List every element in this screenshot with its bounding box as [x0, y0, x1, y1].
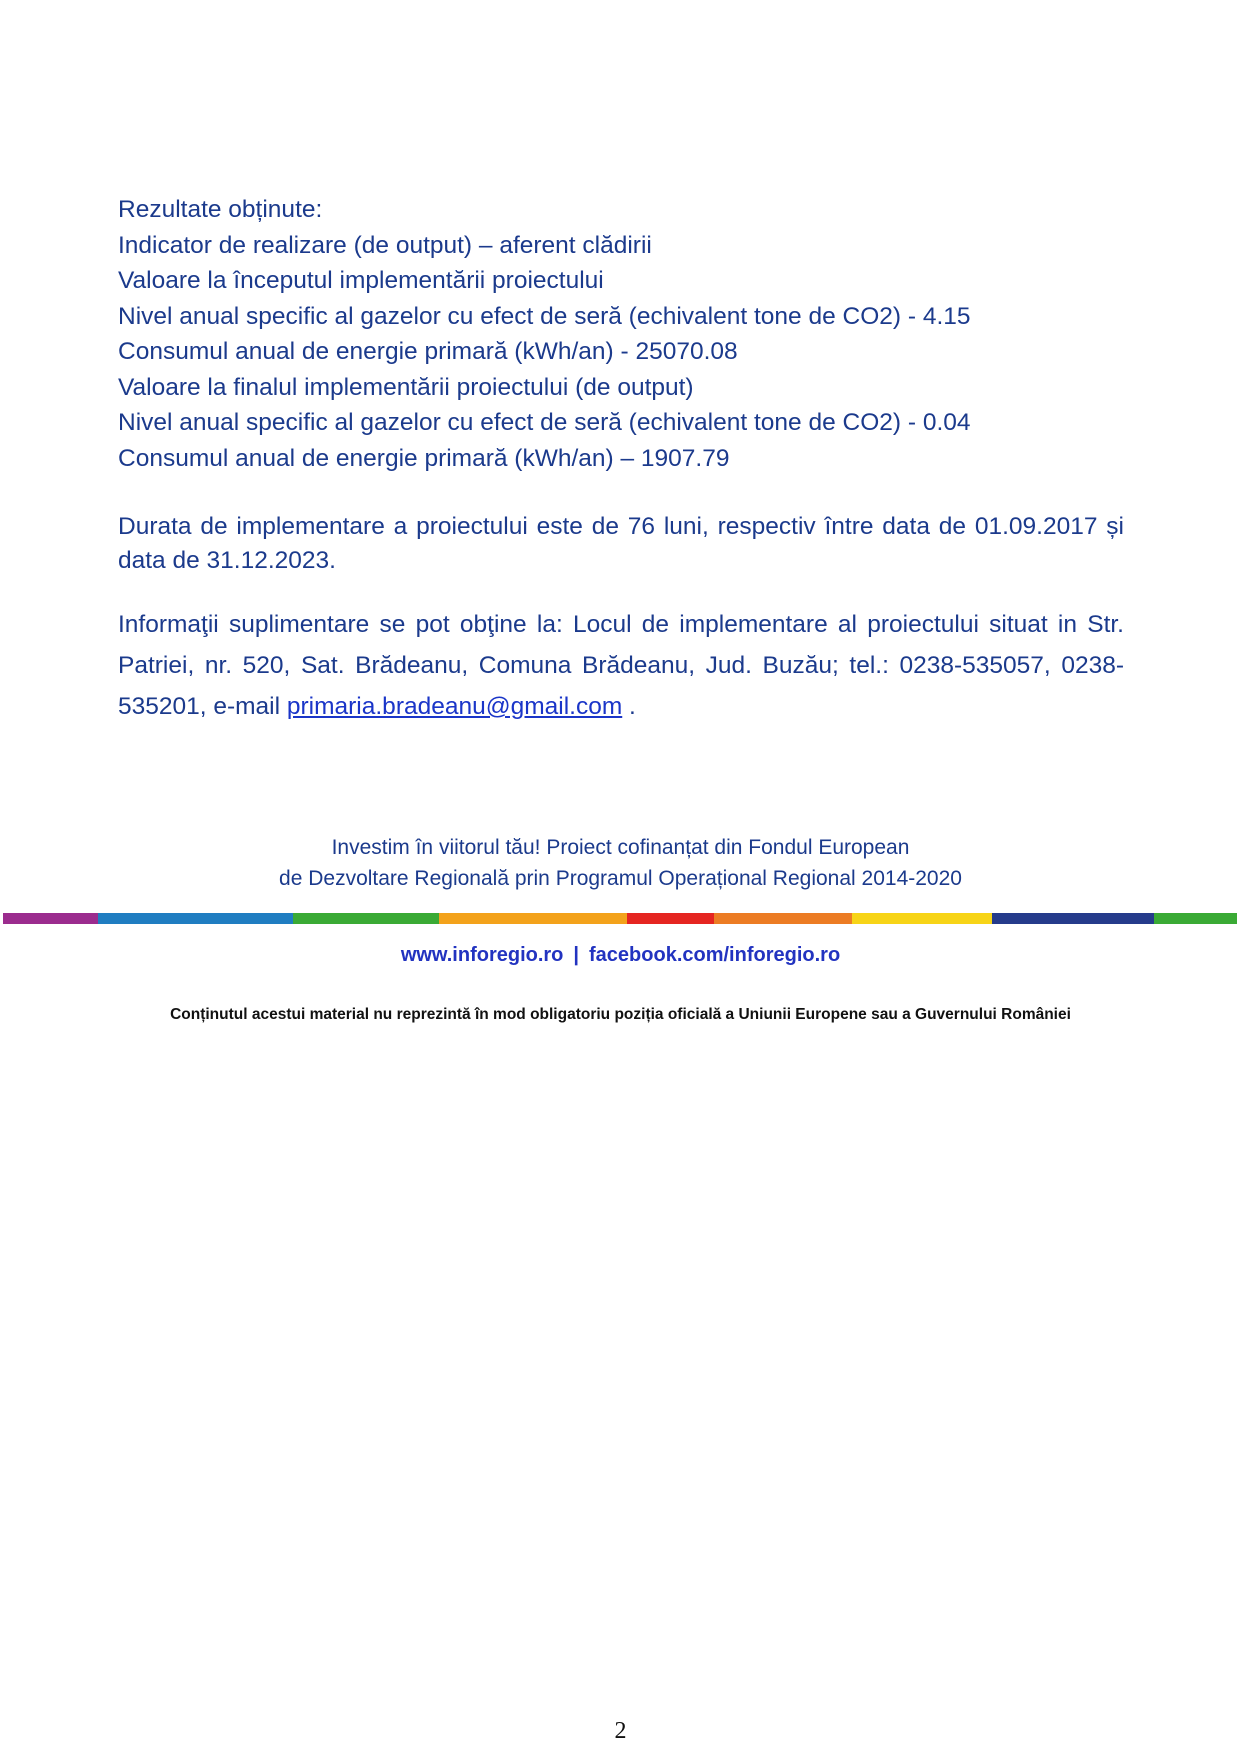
rainbow-segment — [293, 913, 439, 924]
results-line: Indicator de realizare (de output) – aferent clădirii — [118, 231, 652, 259]
info-text: Informaţii suplimentare se pot obţine la: Locul de implementare al proiectului situat in Str. Patriei, nr. 520, Sat. Brădeanu, Comuna Brădeanu, Jud. Buzău; tel.: 0238-535057, 0238-535201, e-mail — [118, 611, 1124, 720]
results-line: Nivel anual specific al gazelor cu efect de seră (echivalent tone de CO2) - 4.15 — [118, 302, 971, 330]
footer-slogan — [0, 832, 1241, 894]
info-paragraph — [118, 604, 1124, 727]
facebook-link[interactable]: facebook.com/inforegio.ro — [589, 944, 841, 966]
results-line: Consumul anual de energie primară (kWh/an) – 1907.79 — [118, 444, 730, 472]
results-line: Consumul anual de energie primară (kWh/an) - 25070.08 — [118, 338, 738, 365]
rainbow-segment — [3, 913, 98, 924]
rainbow-segment — [1154, 913, 1237, 924]
rainbow-segment — [439, 913, 627, 924]
disclaimer: Conținutul acestui material nu reprezintă în mod obligatoriu poziția oficială a Uniunii Europene sau a Guvernului României — [170, 1006, 1071, 1023]
website-link[interactable]: www.inforegio.ro — [400, 944, 564, 966]
link-separator: | — [573, 944, 580, 966]
footer-links — [0, 944, 1241, 967]
duration-paragraph: Durata de implementare a proiectului este de 76 luni, respectiv între data de 01.09.2017 și data de 31.12.2023. — [118, 513, 1124, 574]
results-heading: Rezultate obținute: — [118, 196, 323, 223]
results-line: Nivel anual specific al gazelor cu efect de seră (echivalent tone de CO2) - 0.04 — [118, 409, 971, 436]
rainbow-segment — [627, 913, 714, 924]
results-line: Valoare la finalul implementării proiectului (de output) — [118, 373, 694, 401]
slogan-line-2: de Dezvoltare Regională prin Programul Operațional Regional 2014-2020 — [279, 867, 962, 890]
info-suffix: . — [622, 693, 636, 720]
email-link[interactable]: primaria.bradeanu@gmail.com — [286, 693, 623, 720]
results-line: Valoare la începutul implementării proiectului — [118, 267, 604, 294]
rainbow-divider — [3, 913, 1237, 924]
slogan-line-1: Investim în viitorul tău! Proiect cofinanțat din Fondul European — [331, 836, 910, 859]
rainbow-segment — [992, 913, 1154, 924]
page-number: 2 — [614, 1718, 627, 1744]
rainbow-segment — [98, 913, 293, 924]
results-section — [118, 192, 1124, 476]
rainbow-segment — [852, 913, 992, 924]
rainbow-segment — [714, 913, 852, 924]
